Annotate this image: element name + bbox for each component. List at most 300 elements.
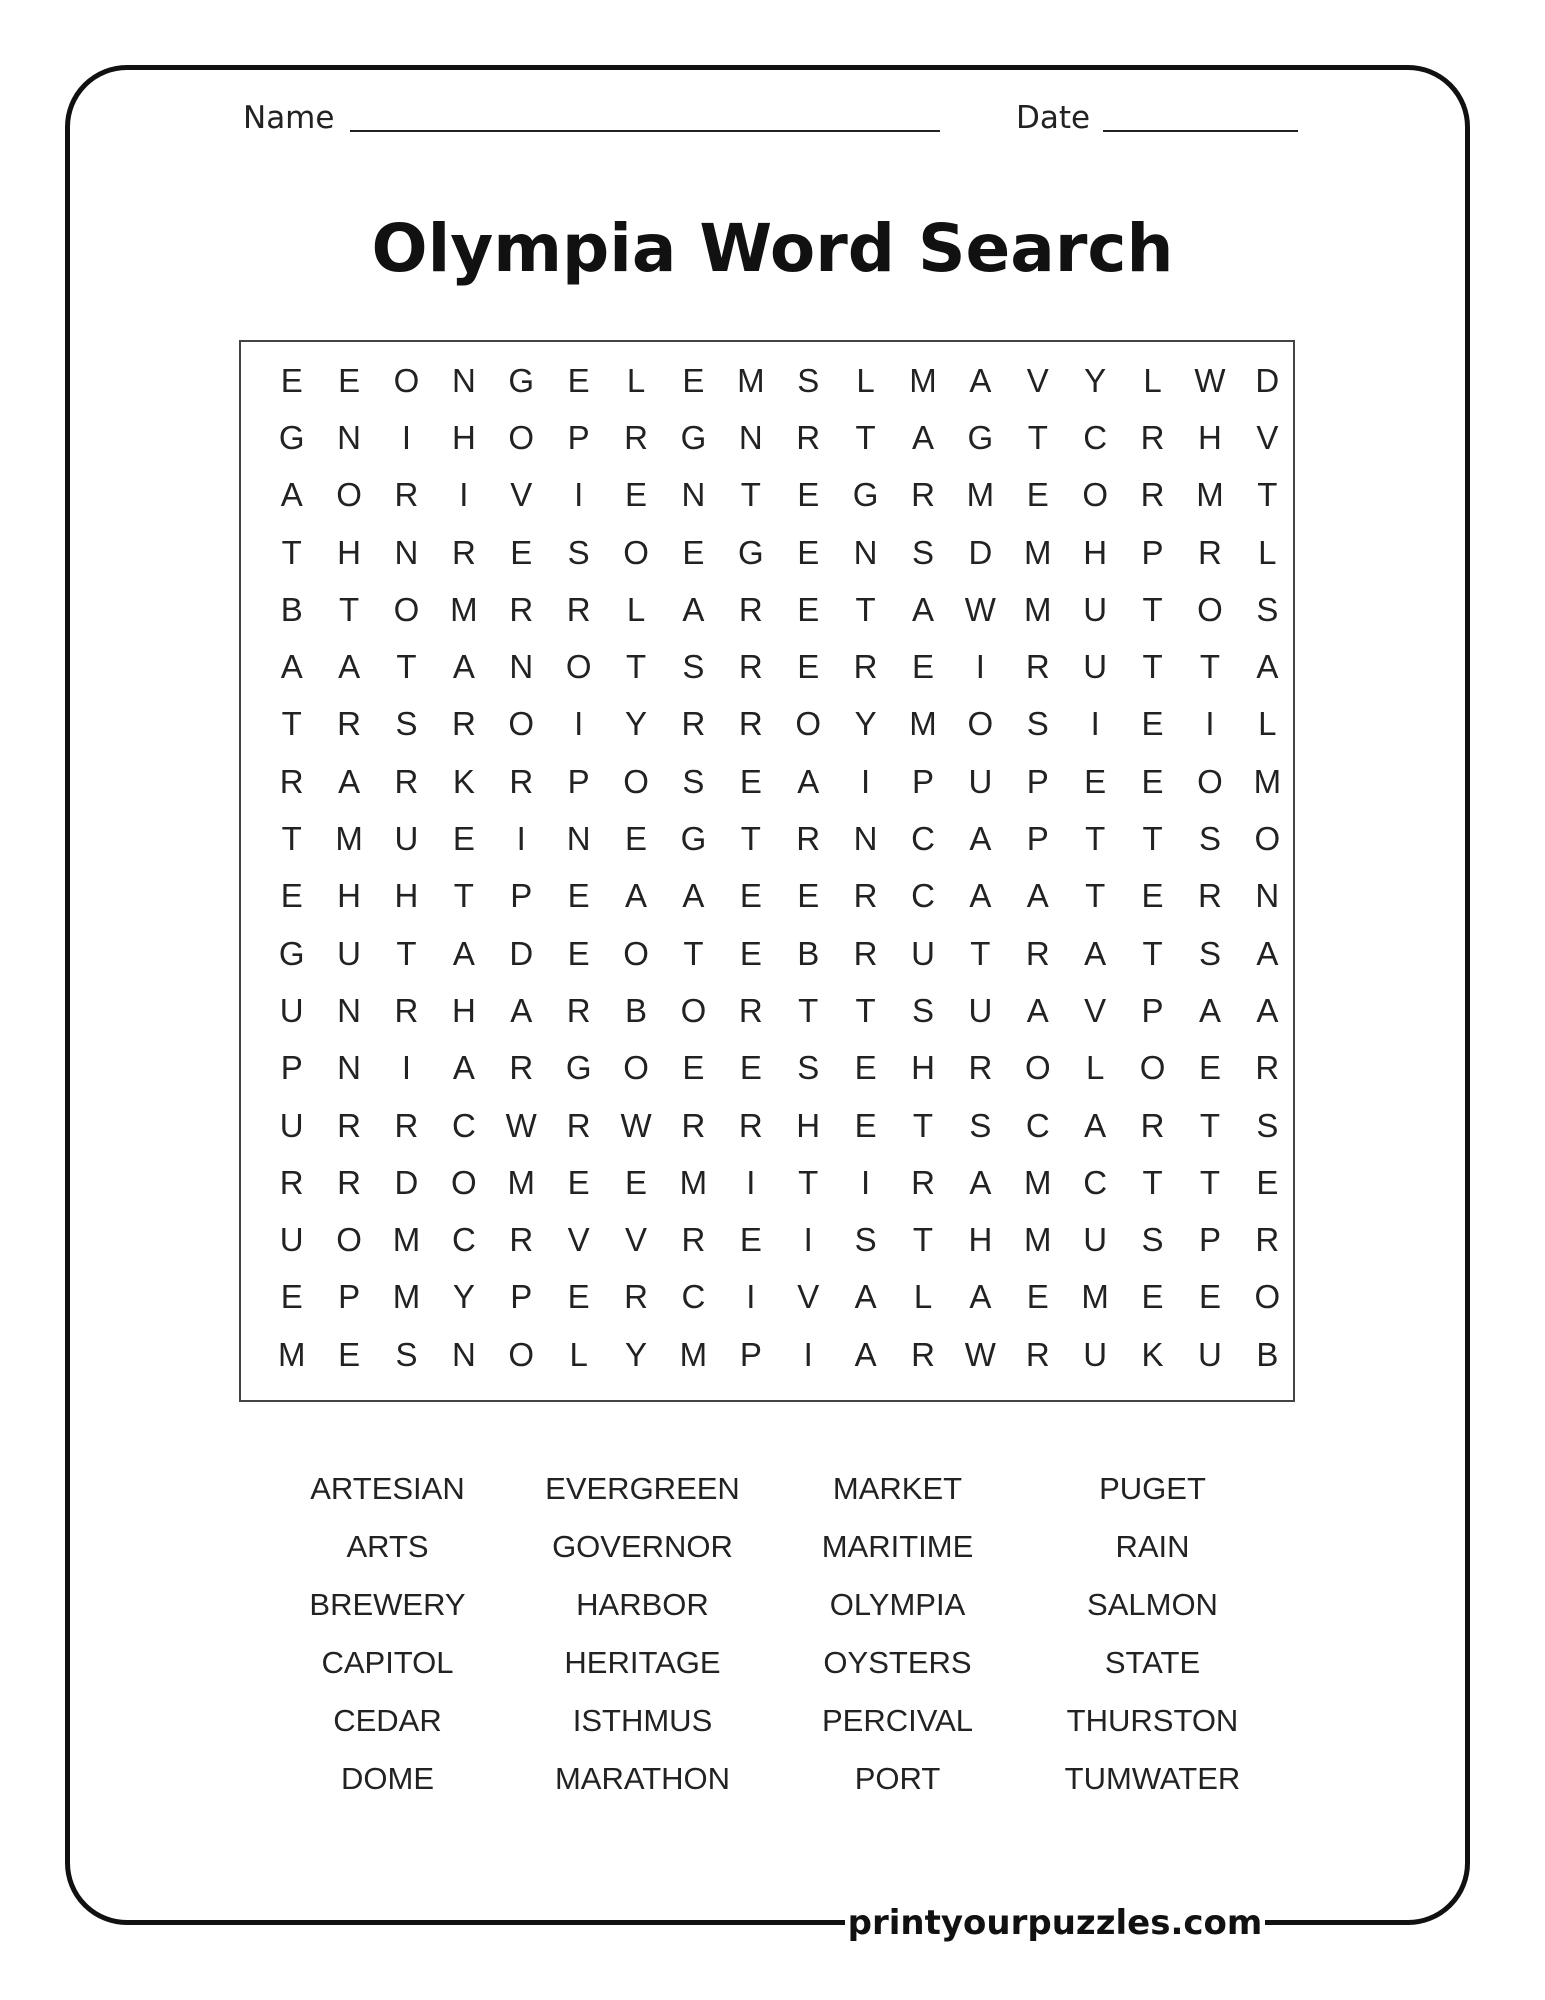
grid-cell: O: [1254, 820, 1281, 858]
grid-cell: T: [281, 705, 302, 743]
grid-cell: E: [567, 361, 590, 399]
grid-cell: O: [336, 1221, 362, 1259]
grid-cell: H: [451, 418, 476, 456]
grid-cell: O: [508, 1335, 535, 1373]
grid-cell: O: [508, 418, 535, 456]
grid-cell: R: [738, 648, 763, 686]
grid-cell: T: [625, 648, 647, 686]
grid-cell: P: [1198, 1221, 1221, 1259]
grid-cell: C: [681, 1278, 706, 1316]
grid-cell: A: [969, 1278, 992, 1316]
word-list-item: BREWERY: [309, 1587, 466, 1622]
grid-cell: M: [392, 1278, 421, 1316]
grid-cell: N: [509, 648, 534, 686]
grid-cell: Y: [1084, 361, 1107, 399]
word-list-item: THURSTON: [1066, 1703, 1239, 1738]
grid-cell: A: [280, 648, 303, 686]
puzzle-grid: [263, 352, 1296, 1383]
grid-cell: P: [510, 877, 533, 915]
grid-cell: M: [737, 361, 765, 399]
grid-cell: A: [969, 1163, 992, 1201]
grid-cell: R: [566, 1106, 591, 1144]
grid-cell: T: [970, 934, 991, 972]
grid-cell: O: [393, 590, 420, 628]
grid-cell: R: [1198, 533, 1222, 571]
grid-cell: O: [623, 1049, 649, 1087]
grid-cell: L: [626, 361, 646, 399]
word-list-item: ARTESIAN: [310, 1471, 465, 1506]
grid-cell: U: [394, 820, 419, 858]
grid-cell: E: [625, 476, 648, 514]
grid-cell: C: [911, 820, 935, 858]
grid-cell: N: [394, 533, 419, 571]
grid-cell: R: [566, 590, 591, 628]
grid-cell: T: [1199, 648, 1221, 686]
grid-cell: U: [1083, 1221, 1108, 1259]
grid-cell: O: [336, 476, 362, 514]
grid-cell: I: [861, 1163, 871, 1201]
grid-cell: E: [1026, 476, 1049, 514]
grid-cell: E: [625, 1163, 648, 1201]
grid-cell: E: [567, 877, 590, 915]
grid-cell: H: [451, 991, 476, 1029]
grid-cell: S: [1141, 1221, 1164, 1259]
grid-cell: H: [968, 1221, 993, 1259]
grid-cell: N: [451, 1335, 476, 1373]
grid-cell: I: [459, 476, 469, 514]
grid-cell: I: [401, 418, 412, 456]
grid-cell: S: [395, 1335, 418, 1373]
grid-cell: H: [911, 1049, 935, 1087]
grid-cell: E: [280, 1278, 303, 1316]
grid-cell: Y: [854, 705, 877, 743]
grid-cell: N: [681, 476, 706, 514]
grid-cell: I: [516, 820, 526, 858]
grid-cell: R: [911, 1163, 935, 1201]
grid-cell: H: [337, 877, 361, 915]
grid-cell: O: [795, 705, 822, 743]
grid-cell: A: [452, 934, 475, 972]
grid-cell: A: [338, 648, 361, 686]
grid-cell: R: [451, 705, 476, 743]
grid-cell: I: [975, 648, 985, 686]
grid-cell: O: [623, 533, 649, 571]
grid-cell: R: [337, 1163, 361, 1201]
grid-cell: R: [1255, 1221, 1280, 1259]
grid-cell: P: [1026, 820, 1049, 858]
grid-cell: O: [967, 705, 994, 743]
grid-cell: C: [1083, 418, 1108, 456]
grid-cell: T: [855, 590, 876, 628]
grid-cell: O: [1197, 590, 1223, 628]
grid-cell: R: [1140, 476, 1165, 514]
grid-cell: A: [280, 476, 303, 514]
grid-cell: M: [1196, 476, 1224, 514]
grid-cell: M: [909, 361, 937, 399]
grid-cell: V: [1026, 361, 1049, 399]
grid-cell: P: [739, 1335, 762, 1373]
grid-cell: R: [853, 934, 878, 972]
grid-cell: K: [1141, 1335, 1164, 1373]
grid-cell: T: [1142, 934, 1163, 972]
grid-cell: M: [966, 476, 995, 514]
grid-cell: S: [797, 361, 820, 399]
grid-cell: L: [626, 590, 646, 628]
grid-cell: G: [508, 361, 535, 399]
grid-cell: T: [855, 418, 876, 456]
grid-cell: G: [565, 1049, 592, 1087]
grid-cell: H: [337, 533, 361, 571]
grid-cell: U: [337, 934, 361, 972]
grid-cell: S: [567, 533, 590, 571]
grid-cell: A: [338, 762, 361, 800]
grid-cell: B: [797, 934, 820, 972]
grid-cell: A: [1198, 991, 1221, 1029]
grid-cell: R: [738, 991, 763, 1029]
grid-cell: T: [1142, 820, 1163, 858]
grid-cell: C: [451, 1106, 476, 1144]
grid-cell: A: [682, 877, 705, 915]
grid-cell: E: [1084, 762, 1107, 800]
grid-cell: V: [510, 476, 533, 514]
grid-cell: T: [855, 991, 876, 1029]
grid-cell: E: [338, 1335, 361, 1373]
grid-cell: S: [1026, 705, 1049, 743]
grid-cell: E: [739, 1221, 762, 1259]
word-list-item: MARITIME: [821, 1529, 974, 1564]
grid-cell: N: [451, 361, 476, 399]
grid-cell: M: [1024, 1163, 1052, 1201]
grid-cell: N: [853, 533, 878, 571]
grid-cell: P: [567, 418, 590, 456]
word-list-item: PERCIVAL: [821, 1703, 974, 1738]
grid-cell: T: [1142, 590, 1163, 628]
grid-cell: P: [1141, 991, 1164, 1029]
grid-cell: P: [280, 1049, 303, 1087]
grid-cell: E: [510, 533, 533, 571]
grid-cell: O: [623, 934, 649, 972]
grid-cell: L: [913, 1278, 933, 1316]
grid-cell: E: [452, 820, 475, 858]
grid-cell: N: [337, 418, 361, 456]
grid-cell: R: [509, 762, 534, 800]
grid-cell: G: [967, 418, 994, 456]
grid-cell: T: [912, 1106, 934, 1144]
grid-cell: R: [796, 820, 821, 858]
grid-cell: R: [279, 762, 304, 800]
grid-cell: I: [1205, 705, 1215, 743]
grid-cell: E: [797, 590, 820, 628]
grid-cell: A: [797, 762, 820, 800]
grid-cell: R: [624, 418, 648, 456]
grid-cell: E: [739, 1049, 762, 1087]
grid-cell: A: [682, 590, 705, 628]
grid-cell: T: [798, 991, 819, 1029]
grid-cell: N: [1255, 877, 1280, 915]
grid-cell: N: [853, 820, 878, 858]
grid-cell: E: [739, 762, 762, 800]
grid-cell: I: [746, 1163, 756, 1201]
grid-cell: U: [279, 991, 304, 1029]
word-list-item: OLYMPIA: [829, 1587, 966, 1622]
grid-cell: R: [394, 476, 419, 514]
grid-cell: E: [1256, 1163, 1279, 1201]
grid-cell: T: [1027, 418, 1048, 456]
grid-cell: O: [1082, 476, 1108, 514]
grid-cell: O: [508, 705, 535, 743]
grid-cell: T: [1199, 1106, 1221, 1144]
grid-cell: U: [1198, 1335, 1222, 1373]
grid-cell: E: [854, 1049, 877, 1087]
footer-site: printyourpuzzles.com: [845, 1898, 1265, 1948]
grid-cell: D: [968, 533, 993, 571]
grid-cell: A: [1256, 991, 1279, 1029]
grid-cell: L: [1143, 361, 1162, 399]
grid-cell: R: [738, 705, 763, 743]
grid-cell: E: [1141, 1278, 1164, 1316]
grid-cell: R: [394, 991, 419, 1029]
grid-cell: E: [739, 877, 762, 915]
grid-cell: H: [1198, 418, 1222, 456]
grid-cell: U: [1083, 590, 1108, 628]
grid-cell: I: [401, 1049, 412, 1087]
grid-cell: C: [1083, 1163, 1108, 1201]
grid-cell: I: [1090, 705, 1100, 743]
grid-cell: R: [681, 1221, 706, 1259]
grid-cell: P: [1026, 762, 1049, 800]
grid-cell: V: [567, 1221, 590, 1259]
grid-cell: R: [738, 590, 763, 628]
grid-cell: O: [680, 991, 707, 1029]
grid-cell: S: [395, 705, 418, 743]
grid-cell: E: [1141, 705, 1164, 743]
grid-cell: L: [569, 1335, 588, 1373]
grid-cell: R: [853, 648, 878, 686]
grid-cell: R: [968, 1049, 993, 1087]
grid-cell: E: [797, 476, 820, 514]
grid-cell: A: [625, 877, 648, 915]
grid-cell: R: [566, 991, 591, 1029]
grid-cell: W: [964, 590, 996, 628]
grid-cell: E: [280, 361, 303, 399]
grid-cell: R: [509, 590, 534, 628]
grid-cell: T: [396, 934, 417, 972]
grid-cell: N: [566, 820, 591, 858]
grid-cell: L: [856, 361, 875, 399]
page-title: Olympia Word Search: [371, 210, 1174, 287]
grid-cell: M: [679, 1335, 708, 1373]
grid-cell: E: [1141, 877, 1164, 915]
grid-cell: V: [1256, 418, 1279, 456]
grid-cell: U: [1083, 648, 1108, 686]
grid-cell: R: [394, 1106, 419, 1144]
grid-cell: A: [969, 877, 992, 915]
grid-cell: E: [1026, 1278, 1049, 1316]
grid-cell: R: [337, 705, 361, 743]
grid-cell: A: [1256, 648, 1279, 686]
word-list-item: MARKET: [832, 1471, 963, 1506]
grid-cell: R: [394, 762, 419, 800]
grid-cell: A: [969, 820, 992, 858]
grid-cell: V: [797, 1278, 820, 1316]
grid-cell: S: [1198, 820, 1221, 858]
grid-cell: S: [1256, 590, 1279, 628]
grid-cell: R: [1140, 418, 1165, 456]
grid-cell: U: [968, 991, 993, 1029]
grid-cell: I: [574, 476, 584, 514]
word-list-item: MARATHON: [554, 1761, 731, 1796]
grid-cell: I: [803, 1221, 813, 1259]
grid-cell: R: [509, 1049, 534, 1087]
grid-cell: T: [339, 590, 360, 628]
grid-cell: U: [279, 1221, 304, 1259]
grid-cell: M: [679, 1163, 708, 1201]
grid-cell: W: [1194, 361, 1226, 399]
grid-cell: L: [1258, 705, 1277, 743]
grid-cell: D: [509, 934, 534, 972]
grid-cell: A: [911, 590, 934, 628]
grid-cell: N: [738, 418, 763, 456]
grid-cell: E: [567, 1278, 590, 1316]
word-list-item: ISTHMUS: [572, 1703, 713, 1738]
grid-cell: R: [451, 533, 476, 571]
grid-cell: L: [1258, 533, 1277, 571]
grid-cell: M: [277, 1335, 306, 1373]
word-list-item: CEDAR: [333, 1703, 442, 1738]
grid-cell: O: [623, 762, 649, 800]
grid-cell: N: [337, 1049, 361, 1087]
grid-cell: N: [337, 991, 361, 1029]
word-list-item: EVERGREEN: [545, 1471, 740, 1506]
grid-cell: S: [1198, 934, 1221, 972]
grid-cell: I: [746, 1278, 756, 1316]
grid-cell: T: [912, 1221, 934, 1259]
grid-cell: O: [1139, 1049, 1166, 1087]
grid-cell: R: [1025, 1335, 1050, 1373]
grid-cell: S: [911, 533, 934, 571]
grid-cell: R: [738, 1106, 763, 1144]
grid-cell: T: [1142, 648, 1163, 686]
grid-cell: L: [1085, 1049, 1105, 1087]
grid-cell: T: [281, 533, 302, 571]
word-list-item: RAIN: [1115, 1529, 1190, 1564]
grid-cell: T: [683, 934, 704, 972]
grid-cell: I: [574, 705, 584, 743]
grid-cell: T: [1085, 877, 1106, 915]
grid-cell: R: [624, 1278, 648, 1316]
grid-cell: H: [1083, 533, 1108, 571]
grid-cell: P: [1141, 533, 1164, 571]
grid-cell: E: [739, 934, 762, 972]
grid-cell: E: [1198, 1278, 1221, 1316]
grid-cell: T: [1085, 820, 1106, 858]
grid-cell: M: [1024, 533, 1052, 571]
grid-cell: P: [567, 762, 590, 800]
grid-cell: T: [453, 877, 474, 915]
grid-cell: T: [1199, 1163, 1221, 1201]
word-list-item: OYSTERS: [823, 1645, 972, 1680]
word-list-item: TUMWATER: [1064, 1761, 1241, 1796]
grid-cell: R: [911, 1335, 935, 1373]
grid-cell: D: [1255, 361, 1280, 399]
grid-cell: G: [737, 533, 764, 571]
grid-cell: T: [396, 648, 417, 686]
grid-cell: E: [338, 361, 361, 399]
grid-cell: P: [338, 1278, 361, 1316]
grid-cell: A: [911, 418, 934, 456]
grid-cell: G: [680, 418, 707, 456]
word-list-item: DOME: [341, 1761, 434, 1796]
grid-cell: U: [911, 934, 935, 972]
grid-cell: R: [681, 705, 706, 743]
grid-cell: A: [1026, 877, 1049, 915]
grid-cell: R: [1255, 1049, 1280, 1087]
grid-cell: A: [510, 991, 533, 1029]
grid-cell: R: [509, 1221, 534, 1259]
grid-cell: M: [1024, 590, 1052, 628]
grid-cell: V: [625, 1221, 648, 1259]
grid-cell: R: [681, 1106, 706, 1144]
grid-cell: T: [1257, 476, 1278, 514]
grid-cell: E: [797, 533, 820, 571]
grid-cell: Y: [625, 705, 648, 743]
grid-cell: M: [450, 590, 478, 628]
grid-cell: W: [505, 1106, 537, 1144]
grid-cell: Y: [452, 1278, 475, 1316]
grid-cell: E: [682, 361, 705, 399]
grid-cell: M: [335, 820, 363, 858]
grid-cell: R: [1025, 934, 1050, 972]
grid-cell: T: [281, 820, 302, 858]
grid-cell: W: [964, 1335, 996, 1373]
grid-cell: U: [968, 762, 993, 800]
grid-cell: E: [567, 934, 590, 972]
date-label: Date: [1016, 100, 1091, 136]
grid-cell: O: [565, 648, 592, 686]
grid-cell: G: [278, 418, 305, 456]
grid-cell: B: [625, 991, 648, 1029]
grid-cell: E: [567, 1163, 590, 1201]
grid-cell: A: [969, 361, 992, 399]
grid-cell: Y: [625, 1335, 648, 1373]
grid-cell: S: [969, 1106, 992, 1144]
word-list-item: SALMON: [1087, 1587, 1218, 1622]
word-list-item: PORT: [854, 1761, 941, 1796]
grid-cell: R: [853, 877, 878, 915]
word-list: [260, 1460, 1280, 1808]
grid-cell: E: [682, 1049, 705, 1087]
grid-cell: S: [1256, 1106, 1279, 1144]
grid-cell: E: [911, 648, 934, 686]
grid-cell: P: [510, 1278, 533, 1316]
grid-cell: R: [337, 1106, 361, 1144]
grid-cell: C: [911, 877, 935, 915]
grid-cell: H: [796, 1106, 821, 1144]
grid-cell: A: [1256, 934, 1279, 972]
grid-cell: A: [854, 1335, 877, 1373]
grid-cell: C: [451, 1221, 476, 1259]
grid-cell: S: [797, 1049, 820, 1087]
grid-cell: G: [680, 820, 707, 858]
grid-cell: T: [1142, 1163, 1163, 1201]
grid-cell: E: [682, 533, 705, 571]
grid-cell: E: [625, 820, 648, 858]
grid-cell: A: [854, 1278, 877, 1316]
grid-cell: R: [1198, 877, 1222, 915]
grid-cell: M: [1081, 1278, 1109, 1316]
grid-cell: O: [393, 361, 420, 399]
grid-cell: A: [1084, 1106, 1107, 1144]
